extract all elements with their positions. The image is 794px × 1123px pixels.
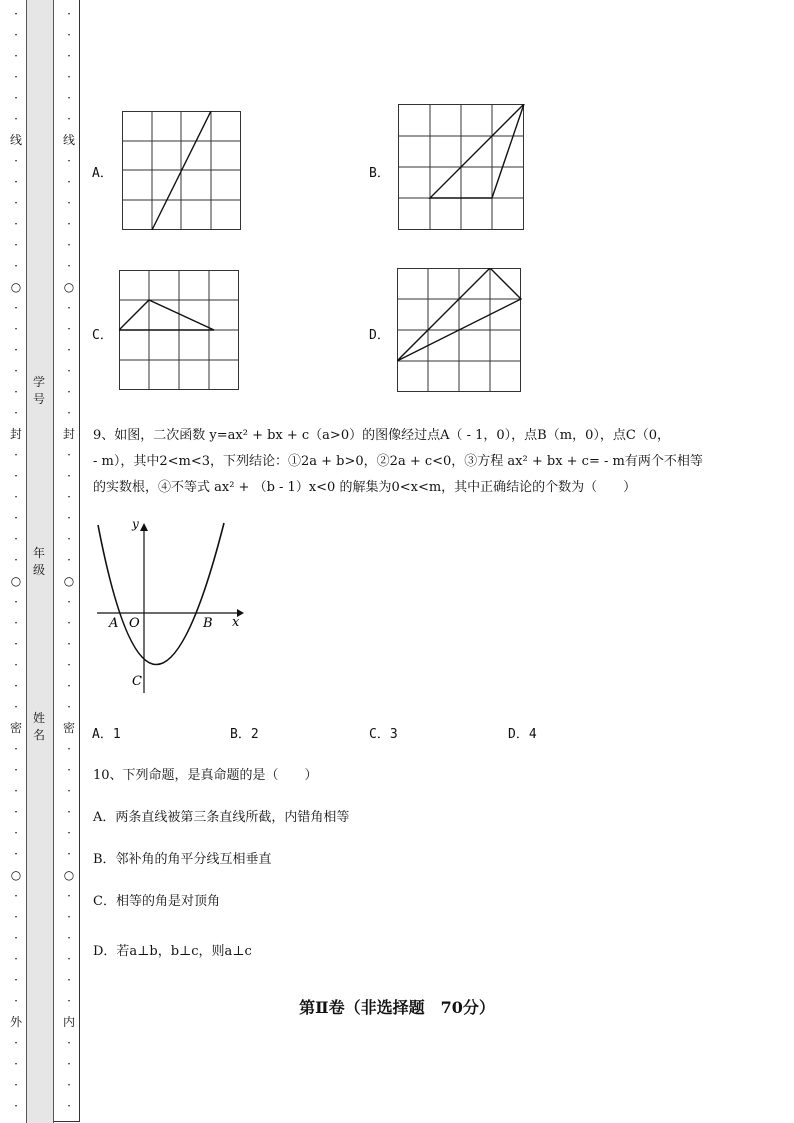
- left-dot: ·: [14, 343, 18, 357]
- left-dot: ·: [14, 448, 18, 462]
- left-seal-column: [9, 4, 23, 1117]
- right-seal-3: ○: [63, 574, 75, 588]
- right-dot: ·: [67, 385, 71, 399]
- right-seal-0: 线: [62, 133, 75, 147]
- q10-stem: 10、下列命题，是真命题的是（ ）: [93, 768, 318, 783]
- right-dot: ·: [67, 1099, 71, 1113]
- q10-option-d: D．若a⊥b，b⊥c，则a⊥c: [93, 944, 252, 959]
- triangle: [119, 300, 214, 330]
- grade-field-label: [26, 545, 52, 579]
- left-dot: ·: [14, 973, 18, 987]
- left-dot: ·: [14, 826, 18, 840]
- right-dot: ·: [67, 301, 71, 315]
- q8-option-b-label: B．: [369, 166, 390, 181]
- right-dot: ·: [67, 532, 71, 546]
- left-dot: ·: [14, 805, 18, 819]
- left-dot: ·: [14, 742, 18, 756]
- origin-label: O: [129, 616, 140, 631]
- right-dot: ·: [67, 70, 71, 84]
- left-dot: ·: [14, 553, 18, 567]
- right-dot: ·: [67, 91, 71, 105]
- right-dot: ·: [67, 847, 71, 861]
- left-dot: ·: [14, 1099, 18, 1113]
- right-dot: ·: [67, 217, 71, 231]
- q9-stem-line-2: - m），其中2<m<3，下列结论：①2a + b>0，②2a + c<0，③方程 ax² + bx + c= - m有两个不相等: [93, 454, 703, 469]
- left-dot: ·: [14, 112, 18, 126]
- triangle: [430, 104, 524, 198]
- q9-option-b: B．2: [230, 727, 259, 742]
- left-dot: ·: [14, 931, 18, 945]
- student-id-label: 学号: [32, 375, 45, 406]
- right-dot: ·: [67, 889, 71, 903]
- q8-option-c-figure: [119, 270, 240, 391]
- right-dot: ·: [67, 553, 71, 567]
- right-dot: ·: [67, 343, 71, 357]
- y-axis-arrow: [140, 523, 148, 531]
- name-label: 姓名: [32, 711, 45, 742]
- left-seal-3: ○: [10, 574, 22, 588]
- left-dot: ·: [14, 322, 18, 336]
- left-seal-1: ○: [10, 280, 22, 294]
- left-dot: ·: [14, 259, 18, 273]
- right-dot: ·: [67, 910, 71, 924]
- left-dot: ·: [14, 7, 18, 21]
- point-b-label: B: [203, 616, 213, 631]
- left-dot: ·: [14, 910, 18, 924]
- left-dot: ·: [14, 532, 18, 546]
- left-dot: ·: [14, 637, 18, 651]
- right-dot: ·: [67, 763, 71, 777]
- left-dot: ·: [14, 595, 18, 609]
- q9-stem-line-1: 9、如图，二次函数 y=ax² + bx + c（a>0）的图像经过点A（ - 1，0），点B（m，0），点C（0，: [93, 428, 671, 443]
- q9-option-c: C．3: [369, 727, 398, 742]
- q9-stem-line-3: 的实数根，④不等式 ax² + （b - 1）x<0 的解集为0<x<m，其中正确结论的个数为（ ）: [93, 480, 637, 495]
- right-dot: ·: [67, 994, 71, 1008]
- parabola-curve: [98, 523, 224, 665]
- right-dot: ·: [67, 238, 71, 252]
- right-dot: ·: [67, 805, 71, 819]
- left-dot: ·: [14, 49, 18, 63]
- left-dot: ·: [14, 616, 18, 630]
- point-c-label: C: [132, 674, 142, 689]
- right-dot: ·: [67, 406, 71, 420]
- right-seal-4: 密: [62, 721, 75, 735]
- left-dot: ·: [14, 469, 18, 483]
- left-dot: ·: [14, 1078, 18, 1092]
- right-dot: ·: [67, 112, 71, 126]
- q8-option-a-figure: [122, 111, 242, 231]
- right-dot: ·: [67, 952, 71, 966]
- right-dot: ·: [67, 595, 71, 609]
- left-dot: ·: [14, 196, 18, 210]
- left-dot: ·: [14, 406, 18, 420]
- right-dot: ·: [67, 658, 71, 672]
- left-dot: ·: [14, 679, 18, 693]
- right-dot: ·: [67, 490, 71, 504]
- left-dot: ·: [14, 490, 18, 504]
- q8-option-b-figure: [398, 104, 525, 231]
- left-seal-2: 封: [9, 427, 22, 441]
- q8-option-a-label: A．: [92, 166, 113, 181]
- name-field-label: [26, 710, 52, 744]
- left-dot: ·: [14, 217, 18, 231]
- left-dot: ·: [14, 994, 18, 1008]
- right-dot: ·: [67, 973, 71, 987]
- left-dot: ·: [14, 91, 18, 105]
- right-dot: ·: [67, 1036, 71, 1050]
- right-dot: ·: [67, 511, 71, 525]
- q10-option-b: B．邻补角的角平分线互相垂直: [93, 852, 272, 867]
- right-dot: ·: [67, 784, 71, 798]
- grade-label: 年级: [32, 546, 45, 577]
- right-dot: ·: [67, 196, 71, 210]
- left-dot: ·: [14, 784, 18, 798]
- left-dot: ·: [14, 385, 18, 399]
- left-dot: ·: [14, 301, 18, 315]
- q10-option-a: A．两条直线被第三条直线所截，内错角相等: [93, 810, 350, 825]
- left-dot: ·: [14, 658, 18, 672]
- q8-option-c-label: C．: [92, 328, 113, 343]
- left-seal-5: ○: [10, 868, 22, 882]
- left-dot: ·: [14, 154, 18, 168]
- right-dot: ·: [67, 826, 71, 840]
- right-seal-column: [62, 4, 76, 1117]
- right-dot: ·: [67, 1078, 71, 1092]
- left-seal-0: 线: [9, 133, 22, 147]
- right-dot: ·: [67, 742, 71, 756]
- left-dot: ·: [14, 763, 18, 777]
- left-dot: ·: [14, 70, 18, 84]
- right-dot: ·: [67, 700, 71, 714]
- student-id-field-label: [26, 374, 52, 408]
- left-dot: ·: [14, 238, 18, 252]
- q9-parabola-graph: [92, 515, 252, 695]
- right-dot: ·: [67, 364, 71, 378]
- right-dot: ·: [67, 322, 71, 336]
- point-a-label: A: [109, 616, 119, 631]
- left-dot: ·: [14, 364, 18, 378]
- q9-option-a: A．1: [92, 727, 121, 742]
- right-seal-1: ○: [63, 280, 75, 294]
- right-dot: ·: [67, 616, 71, 630]
- right-dot: ·: [67, 154, 71, 168]
- right-dot: ·: [67, 679, 71, 693]
- left-dot: ·: [14, 952, 18, 966]
- left-dot: ·: [14, 1036, 18, 1050]
- right-seal-6: 内: [62, 1015, 75, 1029]
- left-dot: ·: [14, 889, 18, 903]
- y-axis-label: y: [132, 517, 139, 531]
- left-dot: ·: [14, 175, 18, 189]
- right-dot: ·: [67, 7, 71, 21]
- x-axis-label: x: [232, 615, 240, 630]
- right-dot: ·: [67, 637, 71, 651]
- right-dot: ·: [67, 28, 71, 42]
- q8-option-d-label: D．: [369, 328, 390, 343]
- q10-option-c: C．相等的角是对顶角: [93, 894, 220, 909]
- section-title: 第Ⅱ卷（非选择题 70分）: [299, 998, 495, 1017]
- right-dot: ·: [67, 259, 71, 273]
- right-dot: ·: [67, 49, 71, 63]
- left-dot: ·: [14, 511, 18, 525]
- q8-option-d-figure: [397, 268, 522, 393]
- right-seal-5: ○: [63, 868, 75, 882]
- right-dot: ·: [67, 931, 71, 945]
- right-dot: ·: [67, 175, 71, 189]
- right-seal-2: 封: [62, 427, 75, 441]
- left-seal-6: 外: [9, 1015, 22, 1029]
- right-dot: ·: [67, 1057, 71, 1071]
- q9-option-d: D．4: [508, 727, 537, 742]
- left-dot: ·: [14, 1057, 18, 1071]
- left-dot: ·: [14, 700, 18, 714]
- right-dot: ·: [67, 469, 71, 483]
- left-dot: ·: [14, 847, 18, 861]
- right-dot: ·: [67, 448, 71, 462]
- left-dot: ·: [14, 28, 18, 42]
- left-seal-4: 密: [9, 721, 22, 735]
